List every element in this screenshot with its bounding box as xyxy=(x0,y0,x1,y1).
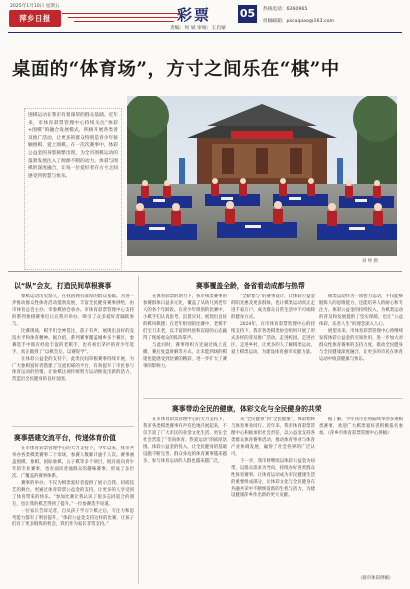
section-3-col-1 xyxy=(143,294,227,394)
paragraph: 象棋运动历史悠久，在我国拥有深厚的群众基础。为进一步推动群众性体育活动蓬勃发展，丰富全民健身赛事供给，由市体育总会主办、市象棋协会承办、市体育彩票管理中心支持的系列象棋赛事近日在我市举办，吸引了众多爱好者踊跃参与。 xyxy=(12,294,134,327)
hotline: 热线电话：6260965 xyxy=(263,7,308,12)
submission-email: 投稿邮箱：pxcaipiao@163.com xyxy=(263,19,335,24)
subhead-4: 赛事带动全民的健康，体彩文化与全民健身的共荣 xyxy=(172,405,322,413)
paragraph: 与此同时，赛事组织方还通过线上直播、赛后复盘讲解等方式，让未能到场的棋迷也能感受到比赛的精彩，进一步扩大了赛事的影响力。 xyxy=(143,342,227,369)
event-photo-illustration xyxy=(127,96,397,256)
section-2-body xyxy=(12,446,134,584)
paragraph: 赛事的举办，不仅为棋类爱好者提供了展示自我、切磋技艺的舞台，更通过体育彩票公益金的支持，让更多的人享受到了体育带来的快乐。“参加比赛让我认识了很多志同道合的朋友，也让我的棋艺得到了提升。”一位参赛选手说道。 xyxy=(12,480,134,507)
header-rule xyxy=(8,32,402,33)
section-1-body xyxy=(12,294,134,422)
masthead xyxy=(0,0,410,38)
intro-paragraph: 围棋运动在我市有着深厚的群众基础。近年来，市体育彩票管理中心持续关注“体彩+围棋”的融合发展模式，积极开展各类普及推广活动，让更多的群众特别是青少年接触围棋、爱上围棋。在一次次赛事中，体彩公益金的身影频繁出现，为全市围棋运动的蓬勃发展注入了源源不断的动力。体彩与围棋的深度融合，让每一位爱好者在方寸之间感受到智慧与快乐。 xyxy=(28,113,118,179)
main-headline: 桌面的“体育场”，方寸之间乐在“棋”中 xyxy=(12,59,340,80)
paragraph: 在市体育彩票管理中心的大力支持下，我市各类棋类赛事有声有色地开展起来，不仅丰富了广大市民的业余文化生活，更在全社会营造了“崇尚体育、热爱运动”的浓厚氛围。体彩公益金的投入，让全民健身的基础设施不断完善，群众身边的体育赛事越来越多，参与体育运动的人群也越来越广泛。 xyxy=(143,417,227,464)
section-divider xyxy=(8,271,402,272)
column-rule xyxy=(12,426,134,427)
event-photo xyxy=(127,96,397,256)
paragraph: 棋类运动作为一项智力运动，不仅能够锻炼人的思维能力，还能培养人的耐心和专注力。体彩公益金的持续投入，为棋类运动的普及和发展提供了坚实保障，也让“公益体彩、乐善人生”的理念深入人心。 xyxy=(319,294,403,327)
paragraph: 下一步，我市将继续以体彩公益金为纽带，以群众需求为导向，持续办好各类群众性体育赛事，让体育运动成为市民健康生活的重要组成部分，让体彩文化与全民健身在共融共荣中不断焕发新的生机与活力，为建设健康萍乡作出新的更大贡献。 xyxy=(231,458,315,499)
date-line: 2025年1月10日 星期五 xyxy=(10,4,60,9)
newspaper-logo: 萍乡日报 xyxy=(9,10,61,27)
paragraph: 2024年，在市体育彩票管理中心的持续支持下，我市各类棋类协会组织开展了形式多样的普及推广活动，走进校园、走进社区、走进乡村，让更多的人了解棋类运动、爱上棋类运动，为建设体育强市贡献力量。 xyxy=(231,321,315,355)
section-title: 彩票 xyxy=(177,6,212,24)
column-rule xyxy=(143,398,403,399)
paragraph: 在市体育彩票管理中心的大力支持下，今年以来，我市共举办各类棋类赛事二十余场，参赛人数累计逾千人次。赛事涵盖围棋、象棋、国际象棋、五子棋等多个项目，既有面向青少年的专业赛事，也有面向普通群众的趣味赛事，形成了多层次、广覆盖的赛事体系。 xyxy=(12,446,134,479)
paragraph: 在体彩公益金的支持下，此类民间草根赛事持续开展，为广大象棋爱好者搭建了交流切磋的平台，有效提升了市民参与体育运动的热情，让象棋这项传统智力运动焕发出新的活力，营造出全民健身的良好氛围。 xyxy=(12,356,134,383)
footnote: （接市体彩供稿） xyxy=(358,576,394,581)
page-number: 05 xyxy=(238,5,257,23)
section-4-col-3 xyxy=(319,417,403,575)
paragraph: 一位家长告诉记者，自从孩子学习下棋之后，专注力和思考能力都有了明显提升，“体彩公益金支持这样的比赛，让孩子们有了更多锻炼的机会，我们作为家长非常支持。” xyxy=(12,508,134,528)
paragraph: 比赛现场，棋手们全神贯注，落子有声，展现出良好的竞技水平和体育精神。据介绍，系列赛事覆盖城乡多个赛区，参赛选手中既有经验丰富的老棋手，也有初出茅庐的青少年选手，真正做到了“以棋会友、以赛促学”。 xyxy=(12,328,134,355)
subhead-1: 以“纵”会友，打造民间草根赛事 xyxy=(14,282,112,290)
section-3-col-2 xyxy=(231,294,315,394)
subhead-2: 赛事搭建交流平台，传递体育价值 xyxy=(14,434,116,442)
paragraph: 展望未来，市体育彩票管理中心将继续发挥体彩公益金的引领作用，进一步加大对群众性体育赛事的支持力度，推动全民健身与全民健康深度融合，让更多的市民在体育运动中收获健康与快乐。 xyxy=(319,328,403,362)
paragraph: 在体育彩票的助力下，我市棋类赛事的参赛群体日益多元化，覆盖了从幼儿到老年人的各个年龄段。在青少年组别的比赛中，小棋手们认真思考、沉着应对，展现出良好的棋风棋德；在老年组别的比赛中，老棋手们宝刀未老，以丰富的经验和沉稳的心态赢得了现场观众的阵阵掌声。 xyxy=(143,294,227,341)
section-4-col-2 xyxy=(231,417,315,575)
photo-credit: 刘 婷 摄 xyxy=(362,259,378,264)
paragraph: 从“全民健身”到“全民健康”，体彩始终与体育事业同行。近年来，我市体育彩票管理中心积极承担社会责任，以公益金支持各类群众体育赛事活动，推动体育事业与体育产业协调发展，赢得了社会各界的广泛认可。 xyxy=(231,417,315,457)
section-editors: 责编：何 斌 审核：王启蒙 xyxy=(170,26,226,31)
subhead-3: 赛事覆盖全龄，备省看动成都与热帮 xyxy=(196,282,305,290)
section-3-col-3 xyxy=(319,294,403,394)
paragraph: 据了解，今年我市还将陆续举办多项棋类赛事，欢迎广大棋类爱好者积极报名参加。（萍乡市体育彩票管理中心供稿） xyxy=(319,417,403,436)
column-separator xyxy=(138,276,139,584)
paragraph: “全龄参与”的赛事设计，让体彩公益金的阳光惠及更多群体，也让棋类运动真正走进千家万户，成为群众日常生活中不可或缺的健身方式。 xyxy=(231,294,315,320)
section-4-col-1 xyxy=(143,417,227,575)
